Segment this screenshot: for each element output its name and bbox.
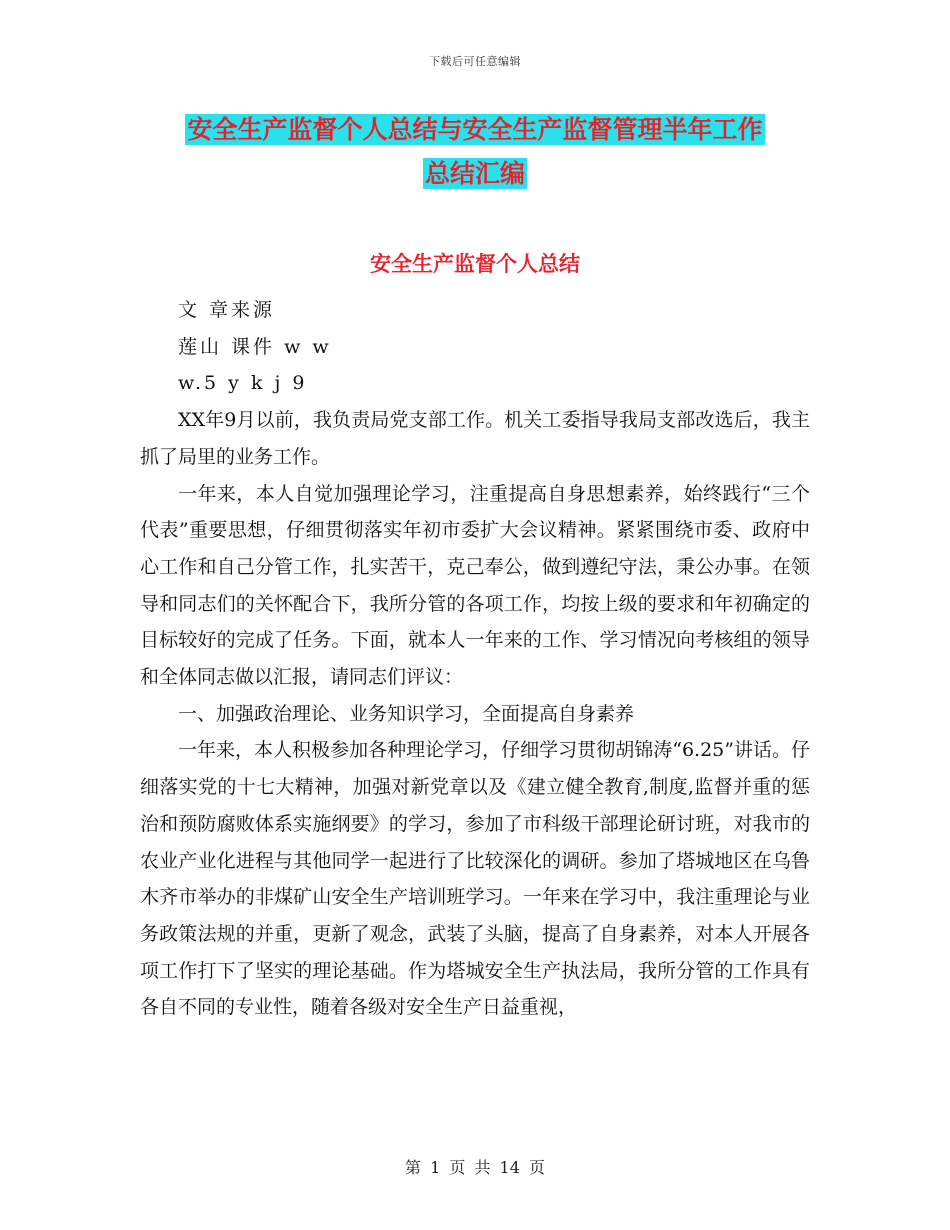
body-text xyxy=(140,292,810,1026)
document-title xyxy=(140,108,810,196)
source-line-2: 莲山 课件 w w xyxy=(178,335,332,358)
page-footer: 第 1 页 共 14 页 xyxy=(405,1158,545,1177)
document-title-line-2: 总结汇编 xyxy=(424,159,525,188)
page-header-note: 下载后可任意编辑 xyxy=(429,55,521,68)
section-title: 安全生产监督个人总结 xyxy=(370,252,580,276)
paragraph: XX年9月以前，我负责局党支部工作。机关工委指导我局支部改选后，我主抓了局里的业务工作。 xyxy=(140,409,810,468)
paragraph: 一年来，本人自觉加强理论学习，注重提高自身思想素养，始终践行“三个代表”重要思想，仔细贯彻落实年初市委扩大会议精神。紧紧围绕市委、政府中心工作和自己分管工作，扎实苦干，克己奉公，做到遵纪守法，秉公办事。在领导和同志们的关怀配合下，我所分管的各项工作，均按上级的要求和年初确定的目标较好的完成了任务。下面，就本人一年来的工作、学习情况向考核组的领导和全体同志做以汇报，请同志们评议： xyxy=(140,482,810,689)
section-heading: 一、加强政治理论、业务知识学习，全面提高自身素养 xyxy=(178,702,635,725)
source-line-1: 文 章来源 xyxy=(178,299,276,321)
source-line-3: w.5 y k j 9 xyxy=(178,372,308,395)
document-title-line-1: 安全生产监督个人总结与安全生产监督管理半年工作 xyxy=(187,115,763,144)
paragraph: 一年来，本人积极参加各种理论学习，仔细学习贯彻胡锦涛“6.25”讲话。仔细落实党的十七大精神，加强对新党章以及《建立健全教育,制度,监督并重的惩治和预防腐败体系实施纲要》的学习，参加了市科级干部理论研讨班，对我市的农业产业化进程与其他同学一起进行了比较深化的调研。参加了塔城地区在乌鲁木齐市举办的非煤矿山安全生产培训班学习。一年来在学习中，我注重理论与业务政策法规的并重，更新了观念，武装了头脑，提高了自身素养，对本人开展各项工作打下了坚实的理论基础。作为塔城安全生产执法局，我所分管的工作具有各自不同的专业性，随着各级对安全生产日益重视， xyxy=(140,739,810,1019)
